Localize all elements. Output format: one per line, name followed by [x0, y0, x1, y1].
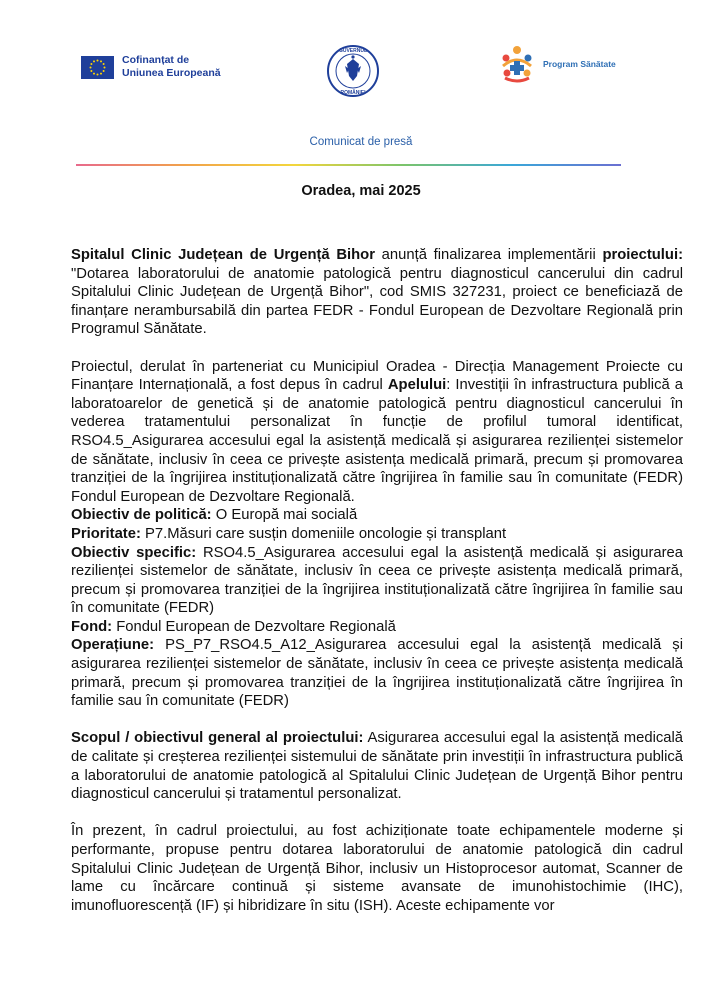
rainbow-divider — [76, 164, 621, 166]
paragraph-equipment: În prezent, în cadrul proiectului, au fost achiziționate toate echipamentele moderne și performante, propuse pentru dotarea laboratorului de anatomie patologică din cadrul Spitalului Clinic Județean de Urgență Bihor, inclusiv un Histoprocesor automat, Scanner de lame cu încărcare continuă și sisteme avansate de imunohistochimie (IHC), imunofluorescență (IF) și hibridizare în situ (ISH). Aceste echipamente vor — [71, 823, 683, 914]
detail-operation: Operațiune: PS_P7_RSO4.5_A12_Asigurarea accesului egal la asistență medicală și asigurarea rezilienței sistemelor de sănătate, inclusiv în ceea ce privește asistența medicală primară, precum și promovarea tranziției de la îngrijirea instituționalizată către îngrijirea în familie sau în comunitate (FEDR) — [71, 637, 683, 710]
detail-specific-objective: Obiectiv specific: RSO4.5_Asigurarea accesului egal la asistență medicală și asigurarea rezilienței sistemelor de sănătate, inclusiv în ceea ce privește asistența medicală primară, precum și promovarea tranziției de la îngrijirea instituționalizată către îngrijirea în familie sau în comunitate (FEDR) — [71, 544, 684, 617]
hospital-name: Spitalul Clinic Județean de Urgență Bihor — [71, 247, 375, 263]
header-logos — [0, 40, 722, 100]
detail-priority: Prioritate: P7.Măsuri care susțin domeniile oncologie și transplant — [71, 525, 507, 542]
program-sanatate-logo — [497, 44, 616, 84]
project-label: proiectului: — [602, 247, 683, 263]
svg-text:GUVERNUL: GUVERNUL — [338, 48, 368, 54]
call-label: Apelului — [387, 377, 447, 394]
paragraph-general-objective: Scopul / obiectivul general al proiectului: Asigurarea accesului egal la asistență medicală de calitate și creșterea rezilienței sistemului de sănătate prin investiții în infrastructura publică a laboratorului de anatomie patologică al Spitalului Clinic Județean de Urgență Bihor pentru diagnosticul cancerului și tratamentul personalizat. — [71, 730, 684, 803]
general-objective-label: Scopul / obiectivul general al proiectului: — [71, 730, 364, 747]
eu-logo-text — [122, 54, 221, 80]
press-release-body — [71, 246, 683, 915]
eu-logo-line2: Uniunea Europeană — [122, 67, 221, 79]
paragraph-announcement: Spitalul Clinic Județean de Urgență Bihor anunță finalizarea implementării proiectului: "Dotarea laboratorului de anatomie patologică pentru diagnosticul cancerului din cadrul Spitalului Clinic Județean de Urgență Bihor", cod SMIS 327231, proiect ce beneficiază de finanțare nerambursabilă din partea FEDR - Fondul European de Dezvoltare Regională prin Programul Sănătate. — [71, 247, 683, 338]
eu-logo-line1: Cofinanțat de — [122, 54, 190, 66]
romanian-government-logo — [326, 44, 380, 98]
program-sanatate-icon — [497, 44, 537, 84]
detail-policy-objective: Obiectiv de politică: O Europă mai socială — [71, 507, 358, 524]
svg-text:ROMÂNIEI: ROMÂNIEI — [340, 90, 366, 96]
program-sanatate-text: Program Sănătate — [543, 59, 616, 69]
place-date-heading: Oradea, mai 2025 — [301, 183, 421, 199]
press-release-label: Comunicat de presă — [309, 136, 413, 148]
eu-cofinancing-logo — [81, 54, 221, 80]
eu-flag-icon — [81, 56, 114, 79]
paragraph-call: Proiectul, derulat în parteneriat cu Municipiul Oradea - Direcția Management Proiecte cu Finanțare Internațională, a fost depus în cadrul Apelului: Investiții în infrastructura publică a laboratoarelor de genetică și de anatomie patologică pentru diagnosticul cancerului în vederea tratamentului personalizat în funcție de profilul tumoral identificat, RSO4.5_Asigurarea accesului egal la asistență medicală și asigurarea rezilienței sistemelor de sănătate, inclusiv în ceea ce privește asistența medicală primară, precum și promovarea tranziției de la îngrijirea instituționalizată către îngrijirea în familie sau în comunitate (FEDR) Fondul European de Dezvoltare Regională. — [71, 358, 683, 505]
detail-fund: Fond: Fondul European de Dezvoltare Regională — [71, 618, 396, 635]
